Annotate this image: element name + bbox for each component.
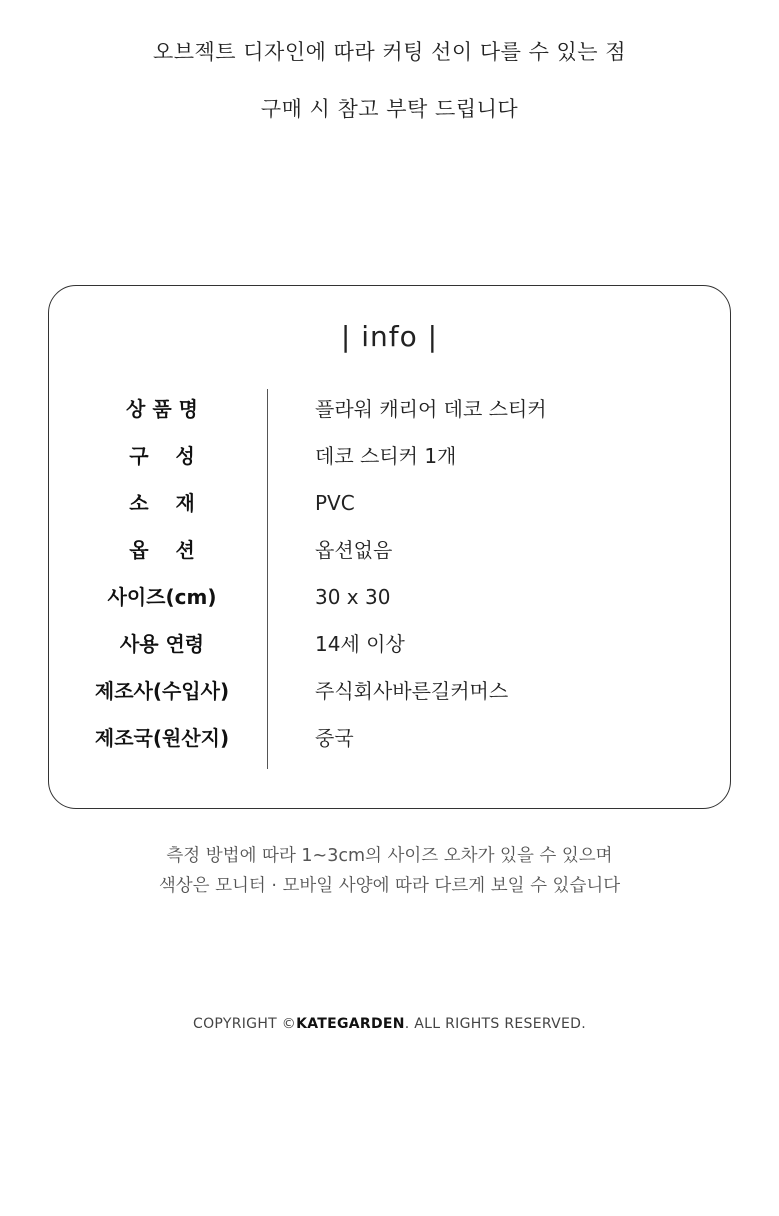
copyright-footer xyxy=(0,1016,779,1032)
info-row-composition xyxy=(49,439,730,486)
info-value: 데코 스티커 1개 xyxy=(315,444,457,468)
info-value: 플라워 캐리어 데코 스티커 xyxy=(315,397,547,421)
caution-line-2: 색상은 모니터 · 모바일 사양에 따라 다르게 보일 수 있습니다 xyxy=(158,876,621,896)
info-row-size xyxy=(49,580,730,627)
info-row-manufacturer xyxy=(49,674,730,721)
info-row-option xyxy=(49,533,730,580)
info-row-material xyxy=(49,486,730,533)
info-row-age xyxy=(49,627,730,674)
info-value: 옵션없음 xyxy=(315,538,393,562)
info-label: 소 재 xyxy=(129,491,195,515)
info-label: 구 성 xyxy=(129,444,195,468)
info-row-origin xyxy=(49,721,730,768)
notice-line-1: 오브젝트 디자인에 따라 커팅 선이 다를 수 있는 점 xyxy=(152,40,627,64)
info-row-product-name xyxy=(49,392,730,439)
info-value: 14세 이상 xyxy=(315,632,405,656)
caution-line-1: 측정 방법에 따라 1~3cm의 사이즈 오차가 있을 수 있으며 xyxy=(166,846,613,866)
info-value: 중국 xyxy=(315,726,354,750)
info-value: PVC xyxy=(315,491,355,515)
info-label: 제조국(원산지) xyxy=(94,726,230,750)
info-value: 주식회사바른길커머스 xyxy=(315,679,509,703)
info-label: 옵 션 xyxy=(129,538,195,562)
info-label: 상 품 명 xyxy=(126,397,198,421)
info-label: 사용 연령 xyxy=(119,632,205,656)
info-title: | info | xyxy=(340,320,439,353)
copyright-suffix: . ALL RIGHTS RESERVED. xyxy=(404,1016,586,1032)
info-label: 제조사(수입사) xyxy=(94,679,230,703)
info-value: 30 x 30 xyxy=(315,585,391,609)
product-info-box xyxy=(48,285,731,809)
notice-line-2: 구매 시 참고 부탁 드립니다 xyxy=(260,97,519,121)
copyright-brand: KATEGARDEN xyxy=(296,1016,405,1032)
copyright-prefix: COPYRIGHT © xyxy=(193,1016,297,1032)
info-label: 사이즈(cm) xyxy=(107,585,217,609)
